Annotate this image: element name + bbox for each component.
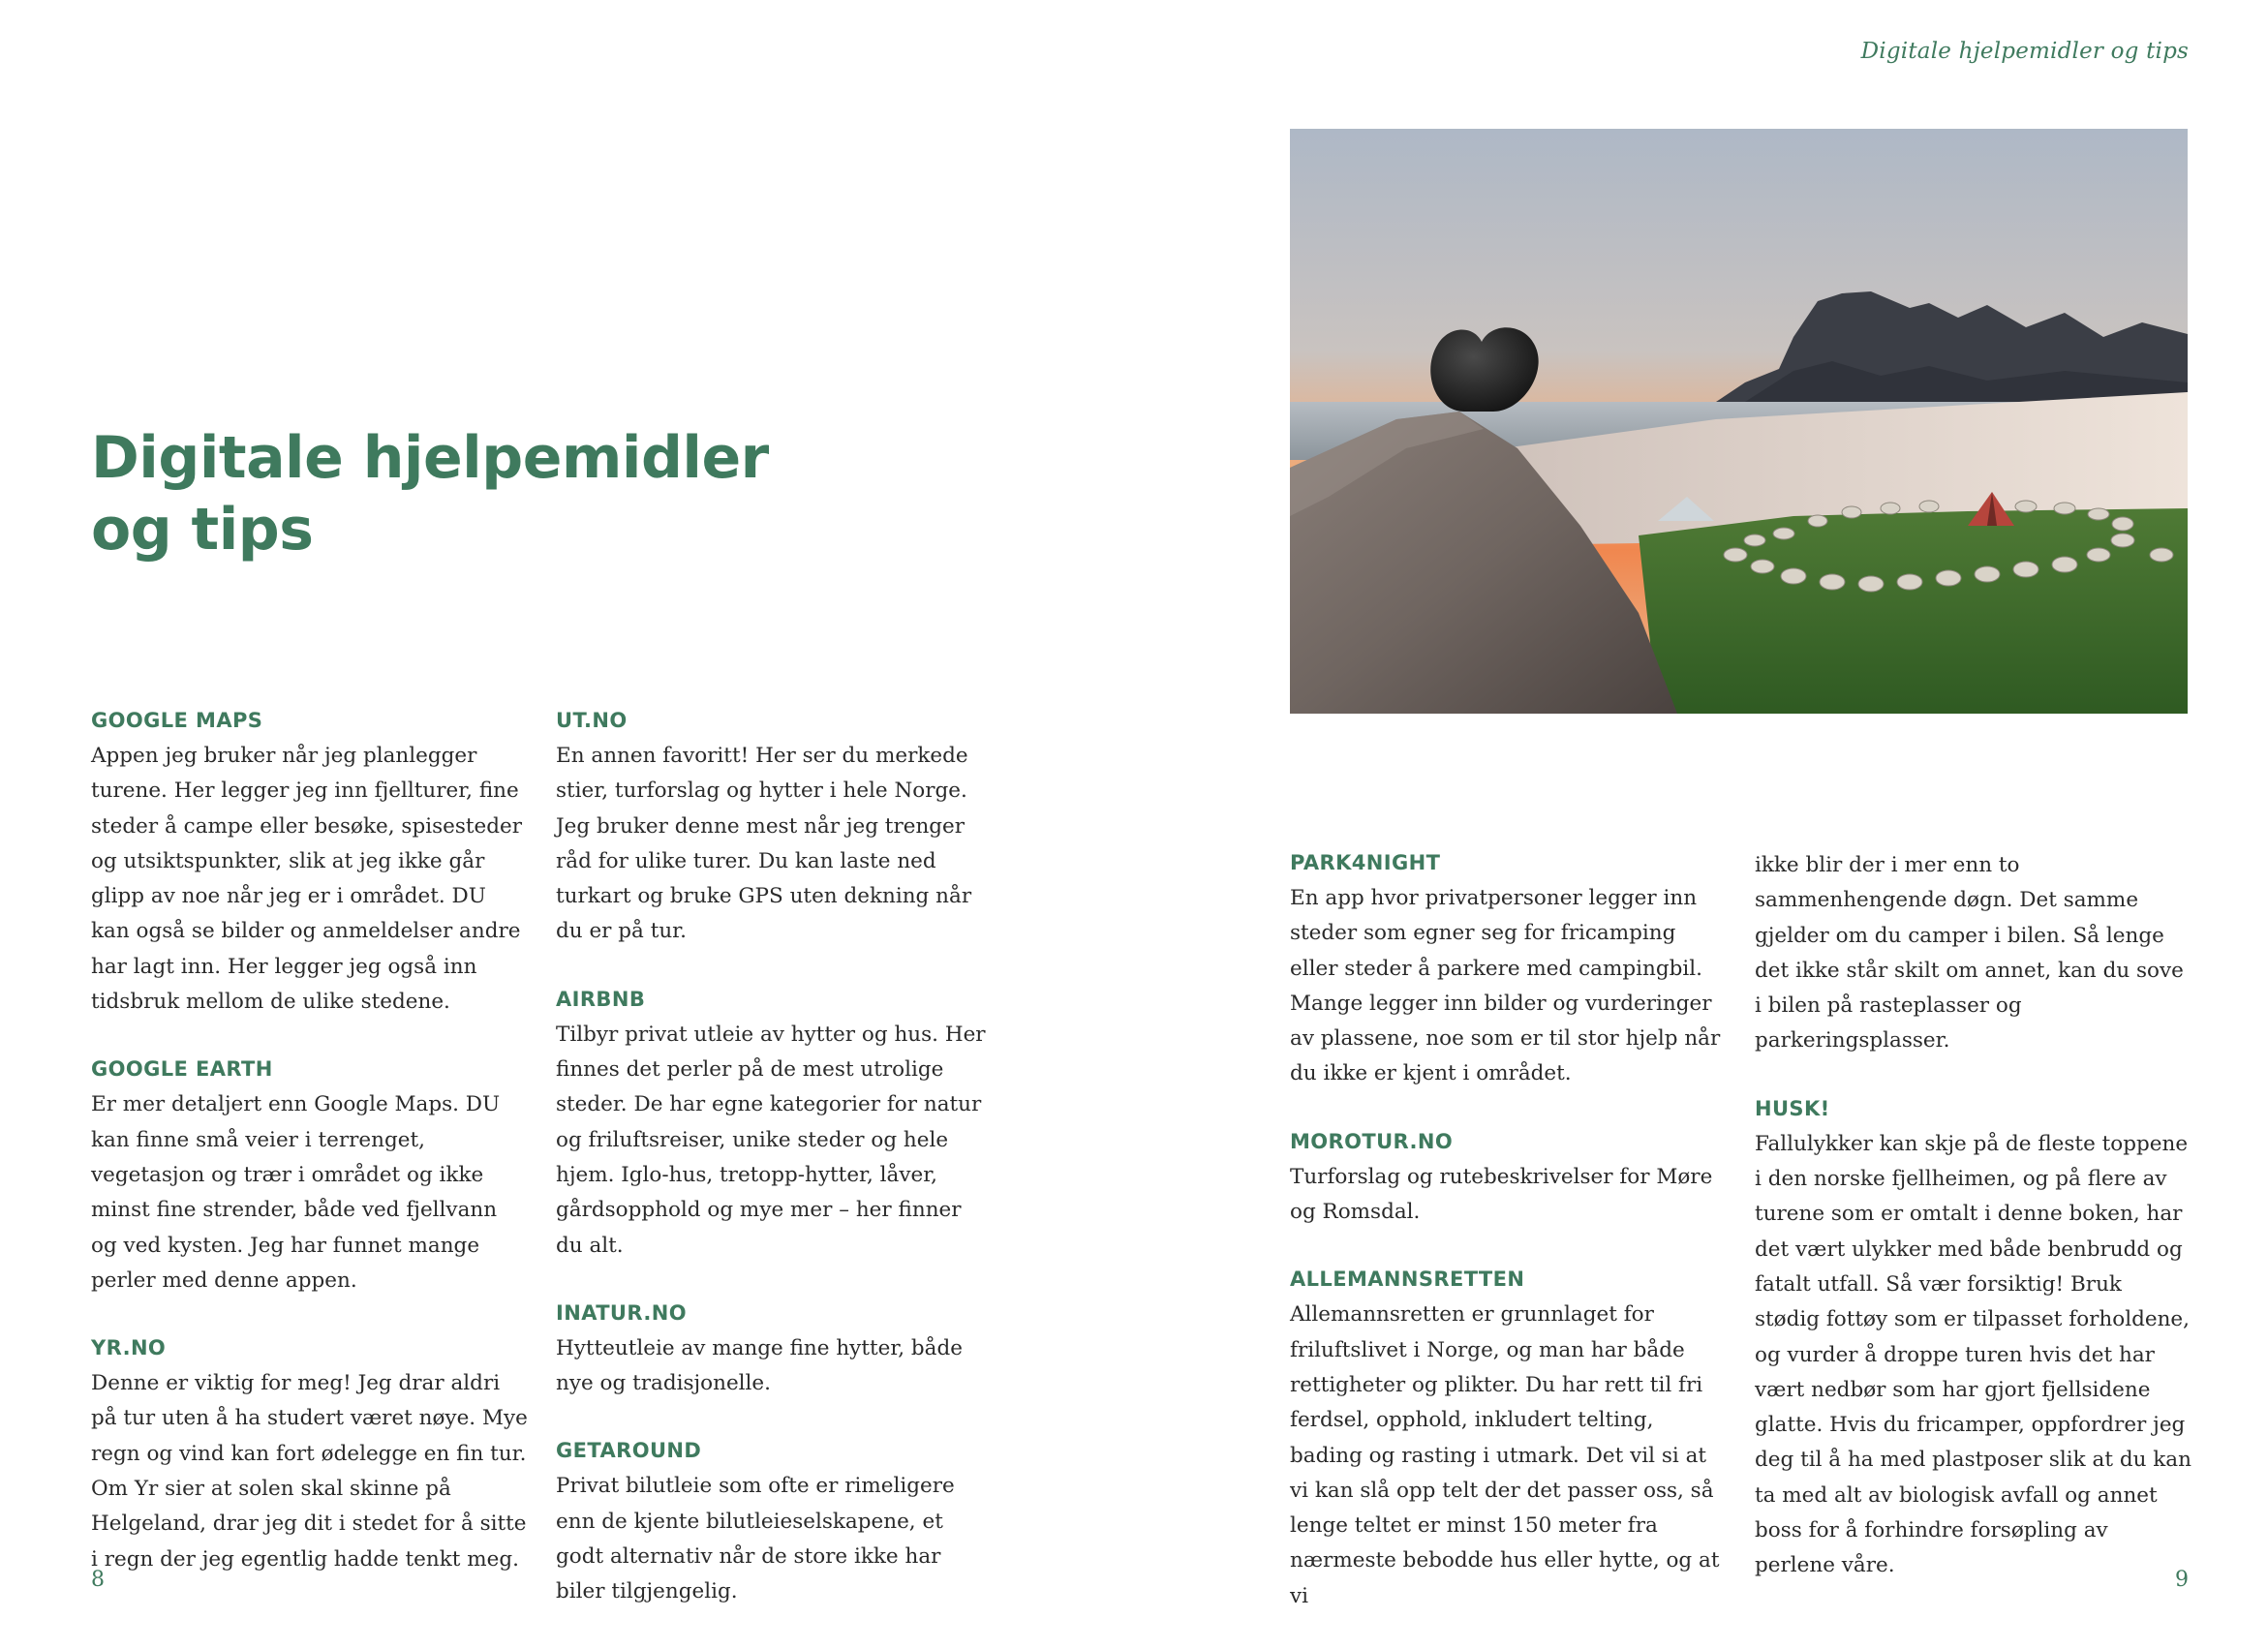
section-body: Allemannsretten er grunnlaget for friluftslivet i Norge, og man har både rettigheter og plikter. Du har rett til fri ferdsel, opphold, inkludert telting, bading og rasting i utmark. Det vil si at vi kan slå opp telt der det passer oss, så lenge teltet er minst 150 meter fra nærmeste bebodde hus eller hytte, og at vi: [1290, 1302, 1720, 1608]
section-morotur: [1290, 1127, 1728, 1231]
text-column-2: [556, 706, 994, 1645]
section-yr: [91, 1333, 529, 1577]
page-title: [91, 422, 769, 565]
section-heading: UT.NO: [556, 709, 628, 732]
section-heading: AIRBNB: [556, 987, 646, 1011]
text-column-1: [91, 706, 529, 1612]
section-heading: PARK4NIGHT: [1290, 851, 1441, 874]
section-getaround: [556, 1436, 994, 1609]
section-heading: INATUR.NO: [556, 1300, 687, 1325]
section-google-maps: [91, 706, 529, 1020]
title-line-2: og tips: [91, 496, 314, 564]
section-body: Turforslag og rutebeskrivelser for Møre og Romsdal.: [1290, 1164, 1713, 1225]
section-body: Privat bilutleie som ofte er rimeligere enn de kjente bilutleieselskapene, et godt alternativ når de store ikke har biler tilgjengelig.: [556, 1474, 955, 1604]
title-line-1: Digitale hjelpemidler: [91, 424, 769, 492]
section-heading: GETAROUND: [556, 1439, 702, 1463]
section-allemannsretten: [1290, 1265, 1728, 1614]
section-heading: GOOGLE MAPS: [91, 709, 263, 732]
section-husk: [1755, 1094, 2192, 1584]
section-heading: HUSK!: [1755, 1096, 1830, 1120]
page-number-left: 8: [91, 1568, 105, 1592]
text-column-4: [1755, 848, 2192, 1619]
section-body: Appen jeg bruker når jeg planlegger turene. Her legger jeg inn fjellturer, fine steder å campe eller besøke, spisesteder og utsiktspunkter, slik at jeg ikke går glipp av noe når jeg er i området. DU kan også se bilder og anmeldelser andre har lagt inn. Her legger jeg også inn tidsbruk mellom de ulike stedene.: [91, 744, 523, 1015]
section-park4night: [1290, 848, 1728, 1092]
section-body: ikke blir der i mer enn to sammenhengende døgn. Det samme gjelder om du camper i bilen. Så lenge det ikke står skilt om annet, kan du sove i bilen på rasteplasser og parkeringsplasser.: [1755, 853, 2184, 1054]
section-heading: YR.NO: [91, 1336, 167, 1360]
section-inatur: [556, 1298, 994, 1402]
section-heading: ALLEMANNSRETTEN: [1290, 1267, 1525, 1292]
beach-photo: [1290, 129, 2188, 714]
section-body: En annen favoritt! Her ser du merkede stier, turforslag og hytter i hele Norge. Jeg bruker denne mest når jeg trenger råd for ulike turer. Du kan laste ned turkart og bruke GPS uten dekning når du er på tur.: [556, 744, 972, 944]
section-heading: GOOGLE EARTH: [91, 1057, 273, 1082]
running-header: Digitale hjelpemidler og tips: [1860, 39, 2189, 64]
section-body: En app hvor privatpersoner legger inn steder som egner seg for fricamping eller steder å parkere med campingbil. Mange legger inn bilder og vurderinger av plassene, noe som er til stor hjelp når du ikke er kjent i området.: [1290, 886, 1721, 1086]
text-column-3: [1290, 848, 1728, 1649]
section-ut-no: [556, 706, 994, 950]
section-google-earth: [91, 1054, 529, 1298]
section-body: Tilbyr privat utleie av hytter og hus. Her finnes det perler på de mest utrolige steder. De har egne kategorier for natur og friluftsreiser, unike steder og hele hjem. Iglo-hus, tretopp-hytter, låver, gårdsopphold og mye mer – her finner du alt.: [556, 1022, 986, 1258]
section-body: Denne er viktig for meg! Jeg drar aldri på tur uten å ha studert været nøye. Mye regn og vind kan fort ødelegge en fin tur. Om Yr sier at solen skal skinne på Helgeland, drar jeg dit i stedet for å sitte i regn der jeg egentlig hadde tenkt meg.: [91, 1371, 528, 1572]
page-number-right: 9: [2175, 1568, 2189, 1592]
section-allemannsretten-continued: [1755, 848, 2192, 1059]
section-heading: MOROTUR.NO: [1290, 1129, 1454, 1153]
section-body: Er mer detaljert enn Google Maps. DU kan finne små veier i terrenget, vegetasjon og trær i området og ikke minst fine strender, både ved fjellvann og ved kysten. Jeg har funnet mange perler med denne appen.: [91, 1092, 501, 1293]
section-body: Fallulykker kan skje på de fleste toppene i den norske fjellheimen, og på flere av turene som er omtalt i denne boken, har det vært ulykker med både benbrudd og fatalt utfall. Så vær forsiktig! Bruk stødig fottøy som er tilpasset forholdene, og vurder å droppe turen hvis det har vært nedbør som har gjort fjellsidene glatte. Hvis du fricamper, oppfordrer jeg deg til å ha med plastposer slik at du kan ta med alt av biologisk avfall og annet boss for å forhindre forsøpling av perlene våre.: [1755, 1131, 2191, 1578]
section-airbnb: [556, 985, 994, 1264]
section-body: Hytteutleie av mange fine hytter, både nye og tradisjonelle.: [556, 1335, 963, 1396]
